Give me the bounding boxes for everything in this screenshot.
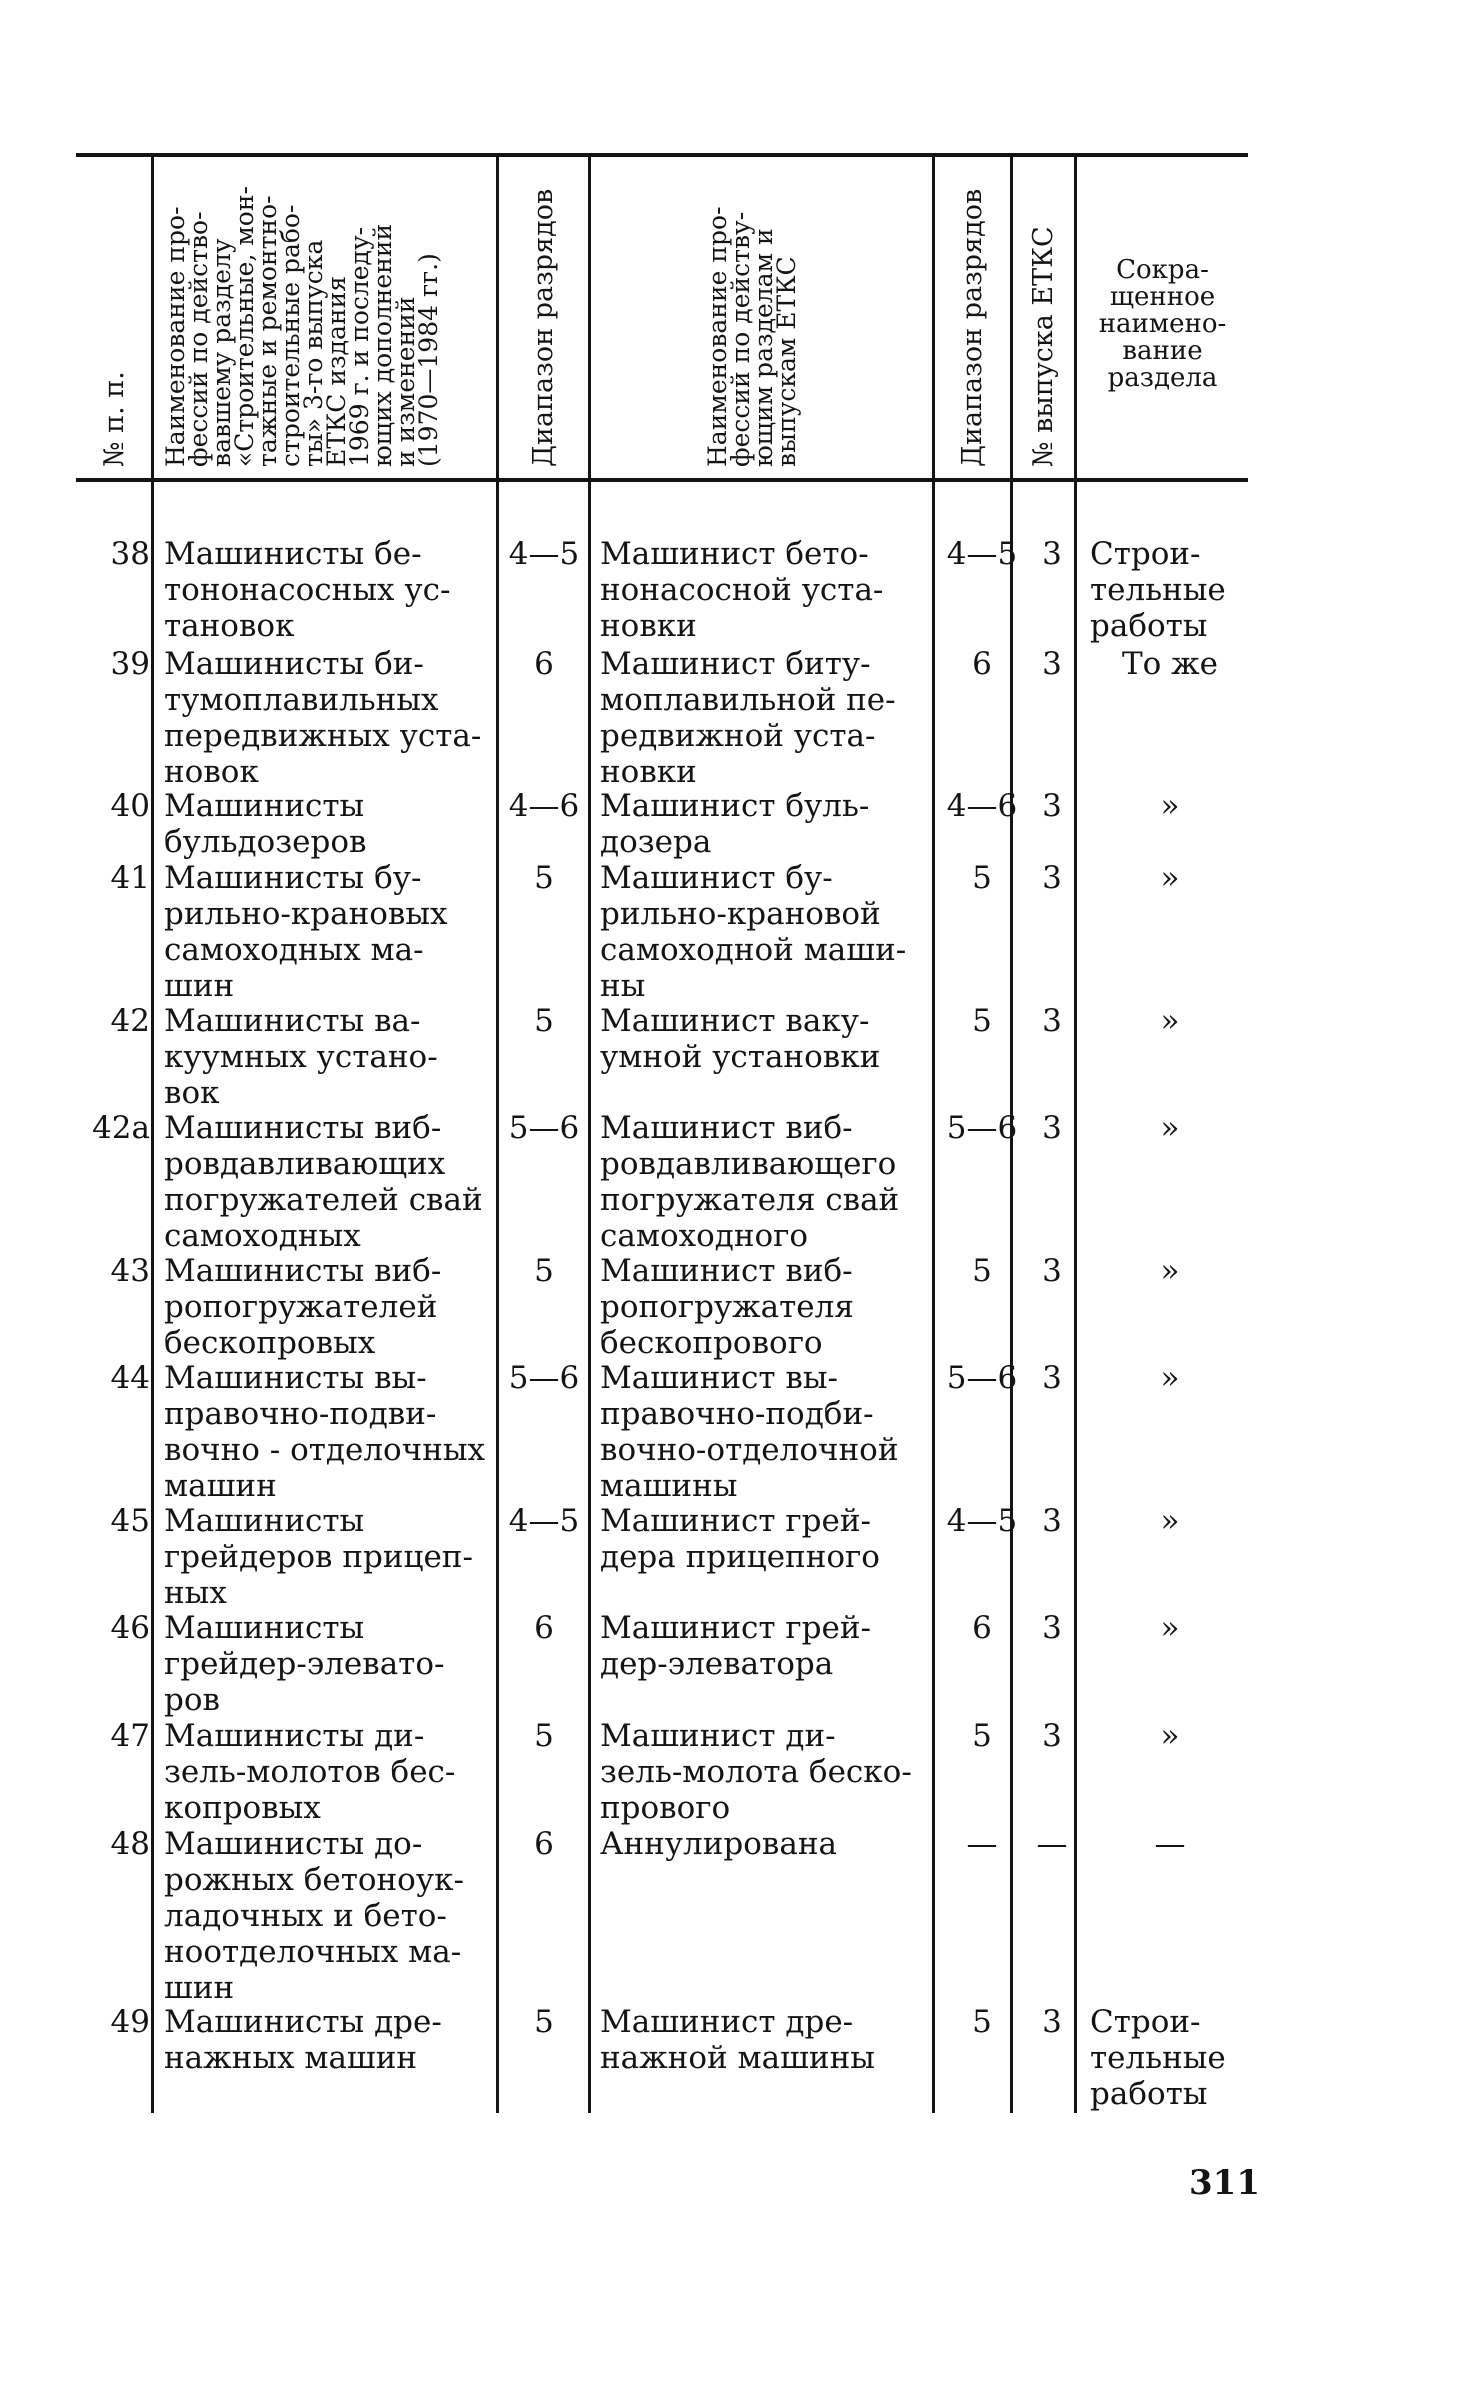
header-range-new [935,157,1010,477]
new-profession: Машинист вы- правочно-подби- вочно-отделочной машины [600,1360,899,1504]
new-grade-range: 6 [972,646,992,682]
etks-issue: 3 [1042,860,1062,896]
new-profession: Аннулирована [600,1826,837,1862]
old-grade-range: 6 [534,646,554,682]
section-name: » [1160,1718,1180,1754]
section-name: То же [1121,646,1219,682]
new-grade-range: 4—6 [946,788,1018,824]
header-issue-text: № выпуска ЕТКС [1027,226,1059,467]
section-name: » [1160,1610,1180,1646]
new-grade-range: — [966,1826,998,1862]
new-profession: Машинист грей- дера прицепного [600,1503,880,1575]
etks-issue: 3 [1042,1718,1062,1754]
new-profession: Машинист дре- нажной машины [600,2004,875,2076]
old-grade-range: 5 [534,1253,554,1289]
etks-issue: 3 [1042,646,1062,682]
row-number: 46 [110,1610,150,1646]
row-number: 38 [110,536,150,572]
old-grade-range: 4—6 [508,788,580,824]
header-section [1077,157,1248,477]
new-grade-range: 6 [972,1610,992,1646]
row-number: 49 [110,2004,150,2040]
old-profession: Машинисты дре- нажных машин [164,2004,442,2076]
new-profession: Машинист буль- дозера [600,788,870,860]
new-profession: Машинист виб- ропогружателя бескопрового [600,1253,854,1361]
new-grade-range: 5 [972,1718,992,1754]
new-profession: Машинист виб- ровдавливающего погружателя свай самоходного [600,1110,900,1254]
new-grade-range: 5 [972,2004,992,2040]
etks-issue: 3 [1042,1360,1062,1396]
old-profession: Машинисты ва- куумных устано- вок [164,1003,438,1111]
new-grade-range: 5 [972,860,992,896]
etks-issue: 3 [1042,2004,1062,2040]
header-issue [1013,157,1074,477]
old-grade-range: 5 [534,1003,554,1039]
new-grade-range: 4—5 [946,1503,1018,1539]
old-profession: Машинисты бульдозеров [164,788,367,860]
header-old-profession [154,157,496,477]
header-section-text: Сокра- щенное наимено- вание раздела [1098,255,1227,393]
section-name: Строи- тельные работы [1090,536,1226,644]
old-profession: Машинисты би- тумоплавильных передвижных уста- новок [164,646,482,790]
row-number: 48 [110,1826,150,1862]
old-profession: Машинисты до- рожных бетоноук- ладочных и бето- ноотделочных ма- шин [164,1826,464,2006]
old-grade-range: 6 [534,1826,554,1862]
section-name: » [1160,1110,1180,1146]
etks-issue: 3 [1042,788,1062,824]
section-name: » [1160,860,1180,896]
section-name: » [1160,1253,1180,1289]
new-grade-range: 5—6 [946,1110,1018,1146]
header-number-text: № п. п. [98,371,130,467]
old-grade-range: 4—5 [508,1503,580,1539]
new-profession: Машинист бето- нонасосной уста- новки [600,536,884,644]
old-profession: Машинисты грейдеров прицеп- ных [164,1503,473,1611]
header-range-old [499,157,588,477]
old-grade-range: 5 [534,1718,554,1754]
row-number: 42а [92,1110,150,1146]
header-new-profession [591,157,932,477]
etks-issue: 3 [1042,1610,1062,1646]
etks-issue: 3 [1042,1503,1062,1539]
row-number: 40 [110,788,150,824]
header-range-old-text: Диапазон разрядов [527,188,559,467]
section-name: » [1160,1503,1180,1539]
row-number: 45 [110,1503,150,1539]
row-number: 39 [110,646,150,682]
etks-issue: 3 [1042,1110,1062,1146]
old-profession: Машинисты грейдер-элевато- ров [164,1610,445,1718]
old-grade-range: 5 [534,860,554,896]
old-profession: Машинисты вы- правочно-подви- вочно - отделочных машин [164,1360,486,1504]
old-profession: Машинисты виб- ропогружателей бескопровых [164,1253,442,1361]
new-profession: Машинист ваку- умной установки [600,1003,881,1075]
old-profession: Машинисты виб- ровдавливающих погружателей свай самоходных [164,1110,483,1254]
new-grade-range: 5 [972,1003,992,1039]
new-grade-range: 5—6 [946,1360,1018,1396]
header-number [78,157,151,477]
new-grade-range: 5 [972,1253,992,1289]
section-name: » [1160,1003,1180,1039]
old-grade-range: 4—5 [508,536,580,572]
old-profession: Машинисты ди- зель-молотов бес- копровых [164,1718,456,1826]
row-number: 44 [110,1360,150,1396]
old-profession: Машинисты бу- рильно-крановых самоходных ма- шин [164,860,448,1004]
etks-issue: 3 [1042,1003,1062,1039]
old-profession: Машинисты бе- тононасосных ус- тановок [164,536,451,644]
old-grade-range: 5 [534,2004,554,2040]
section-name: » [1160,788,1180,824]
old-grade-range: 6 [534,1610,554,1646]
etks-issue: 3 [1042,1253,1062,1289]
old-grade-range: 5—6 [508,1110,580,1146]
new-profession: Машинист бу- рильно-крановой самоходной маши- ны [600,860,907,1004]
section-name: Строи- тельные работы [1090,2004,1226,2112]
section-name: — [1154,1826,1186,1862]
etks-issue: — [1036,1826,1068,1862]
section-name: » [1160,1360,1180,1396]
row-number: 42 [110,1003,150,1039]
etks-issue: 3 [1042,536,1062,572]
old-grade-range: 5—6 [508,1360,580,1396]
header-new-profession-text: Наименование про- фессий по действу- ющим разделам и выпускам ЕТКС [703,206,801,467]
new-profession: Машинист ди- зель-молота беско- прового [600,1718,912,1826]
row-number: 43 [110,1253,150,1289]
page-number: 311 [1189,2163,1260,2203]
header-bottom-rule [76,478,1248,482]
new-grade-range: 4—5 [946,536,1018,572]
header-old-profession-text: Наименование про- фессий по действо- вавшему разделу «Строительные, мон- тажные и ремонтно- строительные рабо- ты» 3-го выпуска ЕТКС издания 1969 г. и последу- ющих дополнений и изменений (1970—1984 гг.) [161,186,443,467]
row-number: 47 [110,1718,150,1754]
new-profession: Машинист грей- дер-элеватора [600,1610,871,1682]
header-range-new-text: Диапазон разрядов [956,188,988,467]
new-profession: Машинист биту- моплавильной пе- редвижной уста- новки [600,646,896,790]
row-number: 41 [110,860,150,896]
